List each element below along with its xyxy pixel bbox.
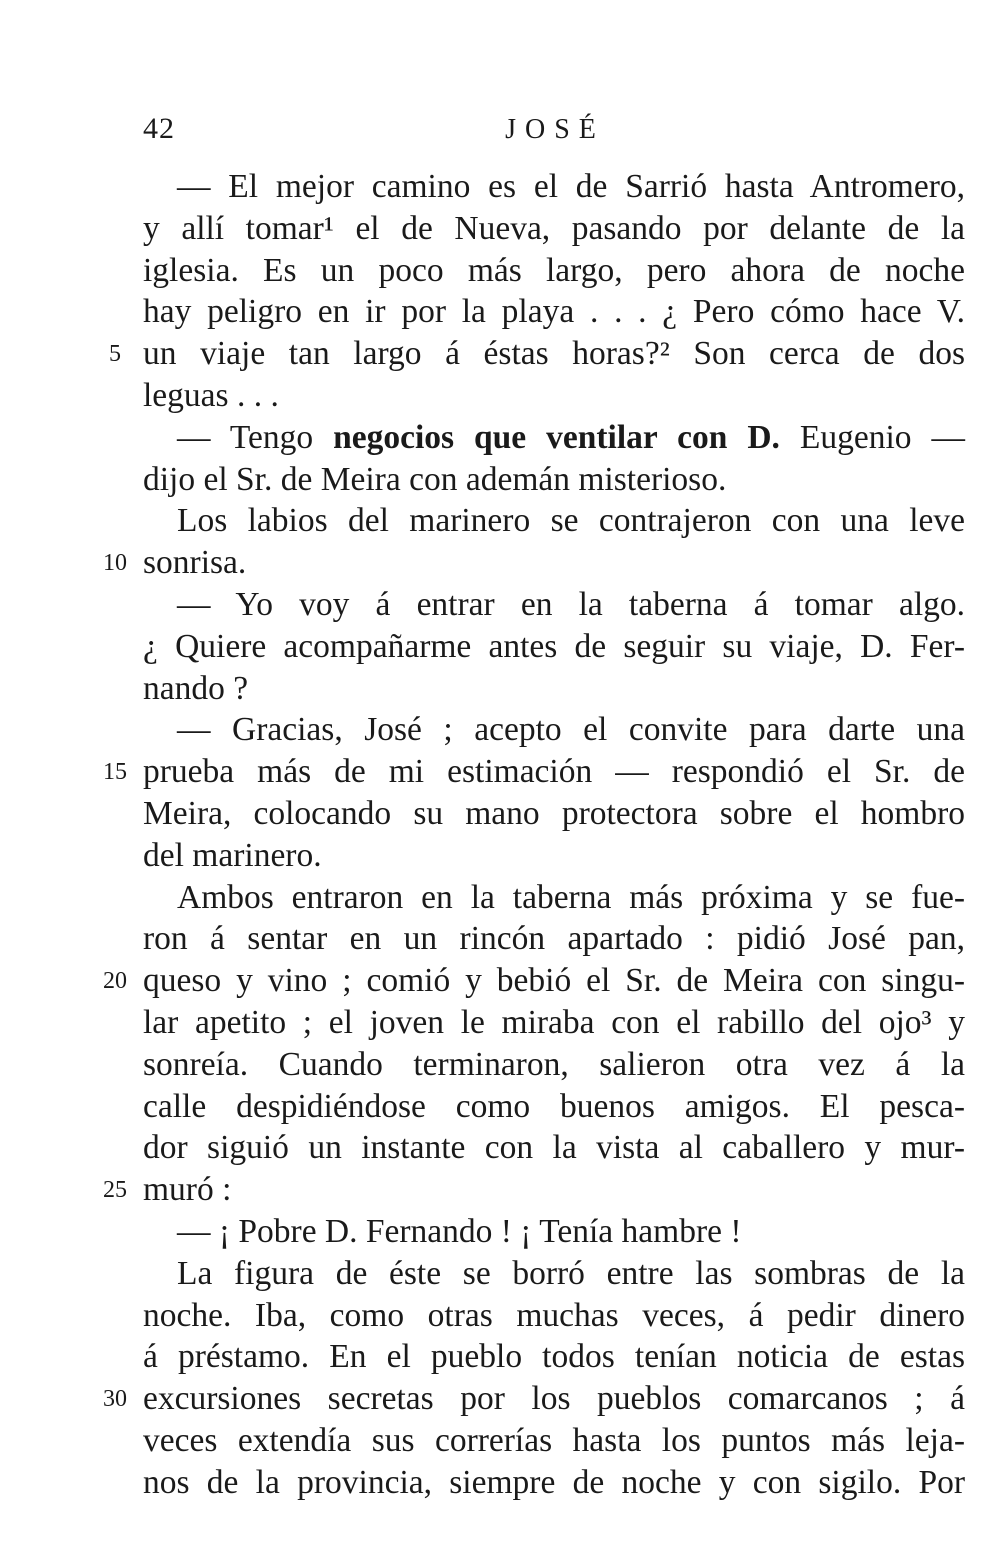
line-number: 30 [103, 1386, 127, 1413]
bold-phrase: negocios que ventilar con D. [333, 418, 780, 456]
text-line: ron á sentar en un rincón apartado : pidió José pan, [143, 920, 965, 958]
text-line: Los labios del marinero se contrajeron con una leve [177, 502, 965, 540]
text-line: y allí tomar¹ el de Nueva, pasando por delante de la [143, 209, 965, 247]
text-line: Meira, colocando su mano protectora sobre el hombro [143, 795, 965, 832]
text-line: nando ? [143, 669, 249, 707]
text-line: lar apetito ; el joven le miraba con el rabillo del ojo³ y [143, 1004, 965, 1041]
text-line: hay peligro en ir por la playa . . . ¿ Pero cómo hace V. [143, 293, 965, 331]
text-line: Ambos entraron en la taberna más próxima y se fue- [177, 878, 965, 916]
text-line: ¿ Quiere acompañarme antes de seguir su viaje, D. Fer- [143, 627, 965, 665]
text-line: — Gracias, José ; acepto el convite para darte una [177, 711, 965, 749]
text-line: queso y vino ; comió y bebió el Sr. de Meira con singu- [143, 962, 965, 1000]
text-line: calle despidiéndose como buenos amigos. El pesca- [143, 1087, 965, 1125]
text-line: excursiones secretas por los pueblos comarcanos ; á [143, 1380, 965, 1418]
text-line: dor siguió un instante con la vista al caballero y mur- [143, 1129, 965, 1167]
line-number: 20 [103, 968, 127, 995]
text-line: muró : [143, 1171, 232, 1209]
page-number: 42 [143, 112, 175, 145]
text-line: un viaje tan largo á éstas horas?² Son cerca de dos [143, 335, 965, 373]
text-line: nos de la provincia, siempre de noche y con sigilo. Por [143, 1463, 965, 1501]
running-title: JOSÉ [505, 114, 605, 145]
text-line: veces extendía sus correrías hasta los puntos más leja- [143, 1422, 965, 1459]
text-line: — El mejor camino es el de Sarrió hasta Antromero, [177, 168, 965, 205]
line-number: 10 [103, 550, 127, 577]
text-line: — Yo voy á entrar en la taberna á tomar algo. [177, 586, 965, 623]
text-line: sonrisa. [143, 544, 247, 582]
line-number: 5 [109, 341, 121, 368]
text-line: La figura de éste se borró entre las sombras de la [177, 1254, 965, 1292]
text-line: — ¡ Pobre D. Fernando ! ¡ Tenía hambre ! [177, 1213, 742, 1250]
text-line: noche. Iba, como otras muchas veces, á pedir dinero [143, 1296, 965, 1334]
line-number: 25 [103, 1177, 127, 1204]
text-line: leguas . . . [143, 377, 279, 414]
text-line: iglesia. Es un poco más largo, pero ahora de noche [143, 251, 965, 289]
text-line: dijo el Sr. de Meira con ademán misterioso. [143, 460, 727, 498]
text-line: — Tengo negocios que ventilar con D. Eugenio — [177, 418, 966, 456]
text-line: prueba más de mi estimación — respondió el Sr. de [143, 753, 965, 791]
text-line: sonreía. Cuando terminaron, salieron otra vez á la [143, 1045, 965, 1083]
text-line: del marinero. [143, 836, 322, 874]
text-line: á préstamo. En el pueblo todos tenían noticia de estas [143, 1338, 965, 1376]
line-number: 15 [103, 759, 127, 786]
